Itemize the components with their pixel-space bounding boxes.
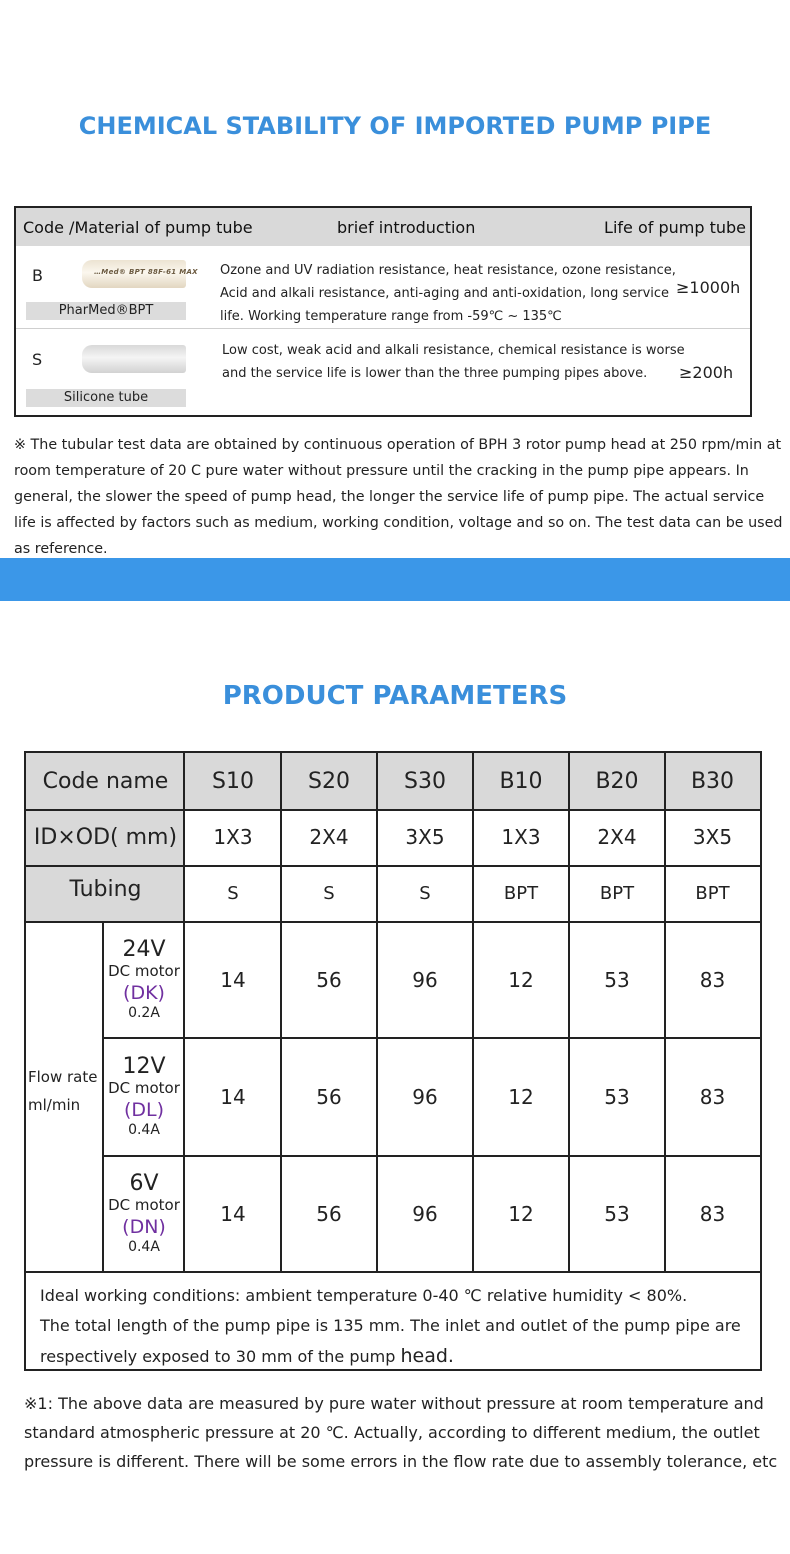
- grid-line: [26, 865, 760, 867]
- intro-line: Low cost, weak acid and alkali resistance, chemical resistance is worse: [222, 343, 685, 358]
- chemical-stability-table: [14, 206, 752, 417]
- flow-value-cell: 96: [412, 968, 438, 992]
- flow-unit-text: ml/min: [28, 1096, 81, 1114]
- flow-value-cell: 14: [220, 1085, 246, 1109]
- tubing-cell: S: [227, 882, 239, 904]
- measurement-footnote: ※1: The above data are measured by pure water without pressure at room temperature and standard atmospheric pressure at 20 ℃. Actually, according to different medium, the outlet pressure is different. There will be some errors in the flow rate due to assembly tolerance, etc: [24, 1394, 778, 1471]
- flow-value-cell: 53: [604, 1085, 630, 1109]
- id-od-label: ID×OD( mm): [26, 809, 185, 865]
- flow-value-cell: 56: [316, 968, 342, 992]
- size-cell: 2X4: [597, 825, 637, 849]
- flow-value-cell: 96: [412, 1085, 438, 1109]
- grid-line: [280, 753, 282, 1271]
- flow-value-cell: 56: [316, 1202, 342, 1226]
- flow-rate-text: Flow rate: [28, 1068, 98, 1086]
- grid-line: [103, 1037, 760, 1039]
- motor-current: 0.2A: [128, 1005, 160, 1021]
- size-cell: 1X3: [501, 825, 541, 849]
- grid-line: [664, 753, 666, 1271]
- tube-code: S: [32, 350, 43, 369]
- grid-line: [26, 809, 760, 811]
- motor-24v: [103, 923, 185, 1037]
- intro-line: Acid and alkali resistance, anti-aging and anti-oxidation, long service: [220, 286, 670, 301]
- motor-type: DC motor: [108, 961, 180, 980]
- section-divider-band: [0, 558, 790, 601]
- flow-value-cell: 83: [699, 1085, 726, 1109]
- flow-value-cell: 12: [508, 968, 534, 992]
- tubing-cell: BPT: [503, 882, 539, 904]
- tube-life: ≥1000h: [676, 278, 741, 297]
- header-code-material: Code /Material of pump tube: [23, 218, 253, 237]
- tubing-cell: S: [323, 882, 335, 904]
- size-cell: 1X3: [213, 825, 253, 849]
- product-parameters-table: [24, 751, 762, 1371]
- flow-value-cell: 56: [316, 1085, 342, 1109]
- motor-voltage: 6V: [129, 1171, 159, 1197]
- flow-value-cell: 53: [604, 968, 630, 992]
- test-data-note: ※ The tubular test data are obtained by continuous operation of BPH 3 rotor pump head at 250 rpm/min at room temperature of 20 C pure water without pressure until the cracking in the pump pipe appears. In general, the slower the speed of pump head, the longer the service life of pump pipe. The actual service life is affected by factors such as medium, working condition, voltage and so on. The test data can be used as reference.: [14, 437, 783, 557]
- code-cell: S10: [185, 753, 281, 809]
- motor-6v: [103, 1157, 185, 1271]
- code-cell: B10: [473, 753, 569, 809]
- motor-code: (DK): [123, 981, 165, 1004]
- product-parameters-title: PRODUCT PARAMETERS: [222, 681, 568, 711]
- motor-voltage: 12V: [122, 1054, 166, 1080]
- grid-line: [102, 921, 104, 1271]
- chemical-stability-title: CHEMICAL STABILITY OF IMPORTED PUMP PIPE: [78, 112, 712, 140]
- tube-introduction: [222, 339, 685, 385]
- motor-code: (DL): [123, 1098, 165, 1121]
- grid-line: [568, 753, 570, 1271]
- flow-value-cell: 12: [508, 1202, 534, 1226]
- code-cell: S30: [377, 753, 473, 809]
- table-header-row: [16, 208, 750, 246]
- flow-value-cell: 53: [604, 1202, 630, 1226]
- grid-line: [472, 753, 474, 1271]
- intro-line: and the service life is lower than the three pumping pipes above.: [222, 366, 648, 381]
- motor-voltage: 24V: [122, 937, 166, 963]
- size-cell: 3X5: [405, 825, 445, 849]
- table-row: [16, 246, 750, 329]
- size-cell: 2X4: [309, 825, 349, 849]
- condition-line: The total length of the pump pipe is 135 mm. The inlet and outlet of the pump pipe are: [40, 1316, 741, 1335]
- condition-line: [40, 1341, 760, 1372]
- motor-current: 0.4A: [128, 1239, 160, 1255]
- tubing-cell: BPT: [695, 882, 730, 904]
- code-name-label: Code name: [26, 753, 185, 809]
- table-row: [16, 329, 750, 415]
- tubing-label: Tubing: [26, 865, 185, 921]
- flow-rate-label: [26, 1063, 103, 1119]
- grid-line: [183, 753, 185, 1271]
- tubing-cell: S: [419, 882, 431, 904]
- tube-code: B: [32, 266, 43, 285]
- condition-text: respectively exposed to 30 mm of the pump: [40, 1347, 396, 1366]
- tube-print-text: …Med® BPT 88F-61 MAX: [94, 268, 198, 276]
- size-cell: 3X5: [692, 825, 733, 849]
- condition-line: Ideal working conditions: ambient temperature 0-40 ℃ relative humidity < 80%.: [40, 1286, 688, 1305]
- silicone-tube-image: [82, 345, 186, 373]
- flow-value-cell: 14: [220, 968, 246, 992]
- grid-line: [376, 753, 378, 1271]
- motor-code: (DN): [122, 1215, 166, 1238]
- tubing-cell: BPT: [599, 882, 635, 904]
- flow-value-cell: 14: [220, 1202, 246, 1226]
- intro-line: Ozone and UV radiation resistance, heat resistance, ozone resistance,: [220, 263, 676, 278]
- tube-material-label: PharMed®BPT: [26, 302, 186, 320]
- flow-value-cell: 83: [699, 1202, 726, 1226]
- code-cell: B20: [569, 753, 665, 809]
- motor-current: 0.4A: [128, 1122, 160, 1138]
- tube-introduction: [220, 259, 676, 328]
- flow-value-cell: 96: [412, 1202, 438, 1226]
- tube-material-label: Silicone tube: [26, 389, 186, 407]
- code-cell: S20: [281, 753, 377, 809]
- grid-line: [26, 921, 760, 923]
- header-life: Life of pump tube: [604, 218, 746, 237]
- code-cell: B30: [665, 753, 760, 809]
- header-brief-introduction: brief introduction: [337, 218, 476, 237]
- pharmed-tube-image: [82, 260, 198, 288]
- motor-type: DC motor: [108, 1078, 180, 1097]
- tube-life: ≥200h: [679, 363, 734, 382]
- motor-12v: [103, 1039, 185, 1155]
- flow-value-cell: 83: [699, 968, 726, 992]
- flow-value-cell: 12: [508, 1085, 534, 1109]
- intro-line: life. Working temperature range from -59℃ ~ 135℃: [220, 309, 562, 324]
- motor-type: DC motor: [108, 1195, 180, 1214]
- grid-line: [103, 1155, 760, 1157]
- condition-text-end: head.: [400, 1345, 454, 1367]
- working-conditions: [26, 1273, 760, 1369]
